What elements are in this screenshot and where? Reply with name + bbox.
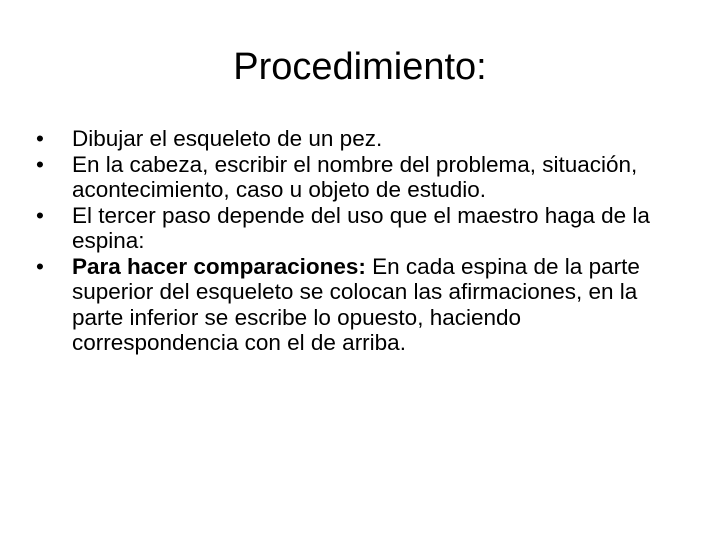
bullet-text: Dibujar el esqueleto de un pez. <box>72 126 383 151</box>
bullet-item-1 <box>28 126 668 152</box>
bullet-marker-icon: • <box>36 202 44 228</box>
bullet-bold-label: Para hacer comparaciones: <box>72 253 366 279</box>
bullet-item-2 <box>28 152 668 203</box>
bullet-marker-icon: • <box>36 151 44 177</box>
bullet-marker-icon: • <box>36 253 44 279</box>
bullet-text: En la cabeza, escribir el nombre del problema, situación, acontecimiento, caso u objeto de estudio. <box>72 151 638 202</box>
bullet-text: En cada espina de la parte superior del esqueleto se colocan las afirmaciones, en la parte inferior se escribe lo opuesto, haciendo correspondencia con el de arriba. <box>72 253 640 355</box>
bullet-text: El tercer paso depende del uso que el maestro haga de la espina: <box>72 202 650 253</box>
slide-title: Procedimiento: <box>233 46 487 88</box>
bullet-item-4 <box>28 254 668 356</box>
bullet-list <box>28 126 668 356</box>
bullet-item-3 <box>28 203 668 254</box>
bullet-marker-icon: • <box>36 126 44 151</box>
